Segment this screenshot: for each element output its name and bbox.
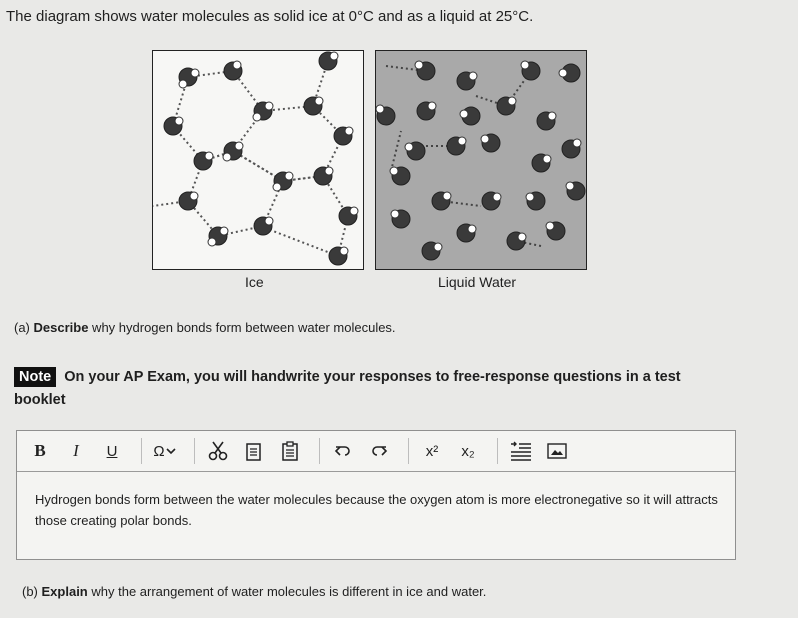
question-a-text: why hydrogen bonds form between water molecules.: [88, 320, 396, 335]
response-editor[interactable]: [16, 430, 736, 560]
note-text: On your AP Exam, you will handwrite your responses to free-response questions in a test booklet: [14, 369, 681, 408]
toolbar-divider: [497, 438, 498, 464]
ice-panel: [152, 50, 364, 270]
ice-lattice: [153, 51, 363, 269]
bold-button[interactable]: B: [34, 441, 46, 460]
undo-button[interactable]: [328, 436, 358, 466]
indent-button[interactable]: [506, 436, 536, 466]
copy-icon: [244, 440, 264, 462]
scissors-icon: [207, 440, 229, 462]
editor-toolbar: [17, 431, 735, 472]
question-a: [14, 320, 396, 335]
indent-icon: [509, 441, 533, 461]
question-a-verb: Describe: [33, 320, 89, 335]
subscript-button[interactable]: x₂: [461, 442, 475, 460]
water-diagram: [150, 50, 590, 290]
special-characters-button[interactable]: [150, 436, 180, 466]
liquid-panel: [375, 50, 587, 270]
redo-button[interactable]: [364, 436, 394, 466]
cut-button[interactable]: [203, 436, 233, 466]
ice-label: Ice: [245, 274, 264, 290]
italic-button[interactable]: I: [73, 441, 79, 460]
toolbar-divider: [408, 438, 409, 464]
clipboard-icon: [280, 440, 300, 462]
exam-note: [14, 366, 734, 412]
toolbar-divider: [141, 438, 142, 464]
insert-image-button[interactable]: [542, 436, 572, 466]
redo-icon: [370, 443, 388, 459]
underline-button[interactable]: U: [106, 442, 118, 460]
intro-text: The diagram shows water molecules as solid ice at 0°C and as a liquid at 25°C.: [6, 8, 534, 25]
toolbar-divider: [194, 438, 195, 464]
question-a-prefix: (a): [14, 320, 30, 335]
question-b: [22, 584, 486, 599]
copy-button[interactable]: [239, 436, 269, 466]
paste-button[interactable]: [275, 436, 305, 466]
superscript-button[interactable]: x²: [425, 442, 439, 460]
liquid-water-label: Liquid Water: [438, 274, 517, 290]
undo-icon: [334, 443, 352, 459]
question-b-text: why the arrangement of water molecules is different in ice and water.: [87, 584, 487, 599]
question-b-prefix: (b): [22, 584, 38, 599]
question-b-verb: Explain: [41, 584, 88, 599]
toolbar-divider: [319, 438, 320, 464]
liquid-molecules: [376, 51, 586, 269]
image-icon: [547, 443, 567, 459]
chevron-down-icon: [165, 446, 177, 456]
response-text[interactable]: Hydrogen bonds form between the water molecules because the oxygen atom is more electronegative so it will attracts those creating polar bonds.: [35, 492, 718, 528]
note-badge: Note: [14, 367, 56, 387]
omega-icon: Ω: [153, 442, 165, 460]
